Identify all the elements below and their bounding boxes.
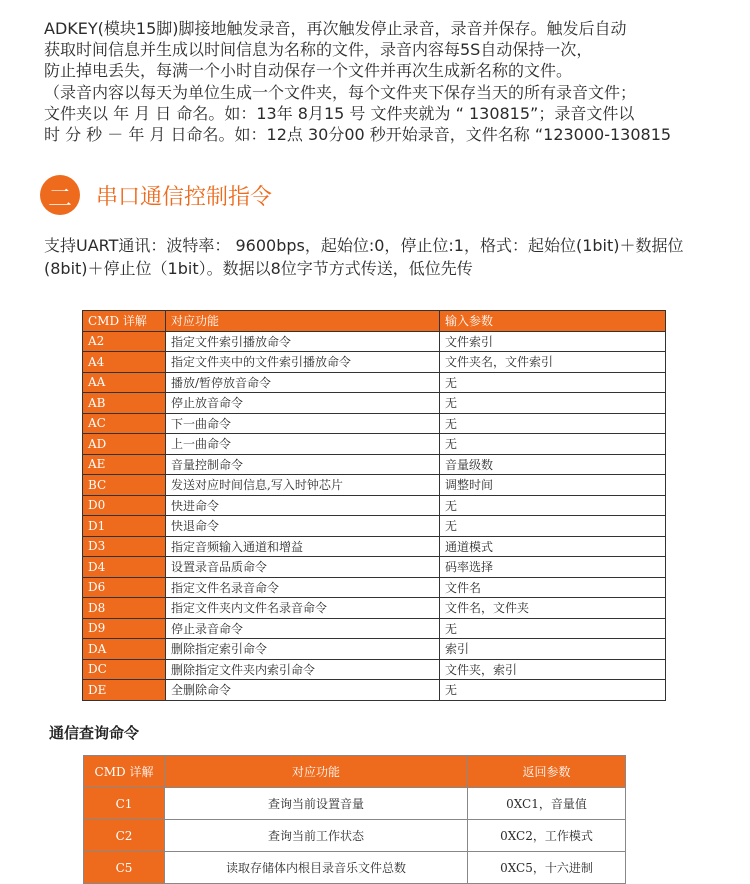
cmd-cell: AE	[83, 454, 166, 475]
header-return-param: 返回参数	[468, 756, 626, 788]
table-row	[83, 618, 666, 639]
table-row	[83, 495, 666, 516]
param-cell: 索引	[440, 639, 666, 660]
function-cell: 指定文件索引播放命令	[166, 331, 440, 352]
function-cell: 发送对应时间信息,写入时钟芯片	[166, 475, 440, 496]
table-row	[83, 659, 666, 680]
param-cell: 0XC1，音量值	[468, 788, 626, 820]
section-number-badge: 二	[40, 175, 80, 215]
cmd-cell: C5	[84, 852, 165, 884]
cmd-cell: D1	[83, 516, 166, 537]
param-cell: 文件索引	[440, 331, 666, 352]
param-cell: 无	[440, 618, 666, 639]
function-cell: 停止放音命令	[166, 393, 440, 414]
table-row	[83, 331, 666, 352]
function-cell: 上一曲命令	[166, 434, 440, 455]
section-title: 串口通信控制指令	[96, 184, 273, 210]
cmd-cell: D9	[83, 618, 166, 639]
function-cell: 删除指定索引命令	[166, 639, 440, 660]
function-cell: 播放/暂停放音命令	[166, 372, 440, 393]
param-cell: 无	[440, 372, 666, 393]
cmd-cell: BC	[83, 475, 166, 496]
cmd-cell: D8	[83, 598, 166, 619]
cmd-cell: DA	[83, 639, 166, 660]
table-row	[83, 454, 666, 475]
table-row	[83, 393, 666, 414]
cmd-cell: D0	[83, 495, 166, 516]
intro-line: 获取时间信息并生成以时间信息为名称的文件，录音内容每5S自动保持一次，	[44, 40, 593, 60]
table-row	[83, 598, 666, 619]
intro-line: 时 分 秒 － 年 月 日命名。如：12点 30分00 秒开始录音，文件名称 “123000-130815	[44, 124, 672, 144]
param-cell: 通道模式	[440, 536, 666, 557]
param-cell: 音量级数	[440, 454, 666, 475]
uart-description: 支持UART通讯：波特率： 9600bps，起始位:0，停止位:1，格式：起始位(1bit)＋数据位(8bit)＋停止位（1bit）。数据以8位字节方式传送，低位先传	[44, 236, 684, 278]
header-function: 对应功能	[165, 756, 468, 788]
cmd-cell: AC	[83, 413, 166, 434]
function-cell: 读取存储体内根目录音乐文件总数	[165, 852, 468, 884]
param-cell: 无	[440, 516, 666, 537]
function-cell: 停止录音命令	[166, 618, 440, 639]
cmd-cell: AD	[83, 434, 166, 455]
control-command-table	[82, 310, 666, 701]
function-cell: 指定文件夹内文件名录音命令	[166, 598, 440, 619]
query-command-table	[83, 755, 626, 884]
param-cell: 无	[440, 413, 666, 434]
param-cell: 无	[440, 434, 666, 455]
param-cell: 无	[440, 495, 666, 516]
param-cell: 0XC2，工作模式	[468, 820, 626, 852]
param-cell: 无	[440, 680, 666, 701]
function-cell: 音量控制命令	[166, 454, 440, 475]
intro-line: 防止掉电丢失，每满一个小时自动保存一个文件并再次生成新名称的文件。	[44, 61, 573, 81]
section-header	[40, 175, 272, 215]
cmd-cell: A2	[83, 331, 166, 352]
function-cell: 删除指定文件夹内索引命令	[166, 659, 440, 680]
intro-line: ADKEY(模块15脚)脚接地触发录音，再次触发停止录音，录音并保存。触发后自动	[44, 19, 627, 38]
table-row	[84, 820, 626, 852]
function-cell: 指定文件夹中的文件索引播放命令	[166, 352, 440, 373]
table-row	[83, 557, 666, 578]
header-input-param: 输入参数	[440, 311, 666, 332]
param-cell: 文件夹，索引	[440, 659, 666, 680]
intro-paragraph	[44, 18, 744, 145]
function-cell: 快进命令	[166, 495, 440, 516]
param-cell: 调整时间	[440, 475, 666, 496]
function-cell: 全删除命令	[166, 680, 440, 701]
cmd-cell: AA	[83, 372, 166, 393]
cmd-cell: AB	[83, 393, 166, 414]
intro-line: （录音内容以每天为单位生成一个文件夹，每个文件夹下保存当天的所有录音文件；	[44, 82, 637, 102]
cmd-cell: DE	[83, 680, 166, 701]
cmd-cell: C1	[84, 788, 165, 820]
param-cell: 无	[440, 393, 666, 414]
function-cell: 指定音频输入通道和增益	[166, 536, 440, 557]
function-cell: 快退命令	[166, 516, 440, 537]
param-cell: 0XC5，十六进制	[468, 852, 626, 884]
table-row	[83, 536, 666, 557]
table-header-row	[84, 756, 626, 788]
table-row	[83, 413, 666, 434]
query-section-title: 通信查询命令	[49, 724, 140, 742]
function-cell: 设置录音品质命令	[166, 557, 440, 578]
table-row	[83, 639, 666, 660]
cmd-cell: D6	[83, 577, 166, 598]
table-row	[84, 788, 626, 820]
cmd-cell: C2	[84, 820, 165, 852]
param-cell: 文件名	[440, 577, 666, 598]
table-row	[83, 516, 666, 537]
function-cell: 下一曲命令	[166, 413, 440, 434]
table-row	[83, 475, 666, 496]
table-row	[83, 434, 666, 455]
param-cell: 文件夹名，文件索引	[440, 352, 666, 373]
function-cell: 查询当前设置音量	[165, 788, 468, 820]
table-header-row	[83, 311, 666, 332]
header-cmd: CMD 详解	[83, 311, 166, 332]
table-row	[83, 577, 666, 598]
param-cell: 码率选择	[440, 557, 666, 578]
header-function: 对应功能	[166, 311, 440, 332]
cmd-cell: A4	[83, 352, 166, 373]
cmd-cell: D3	[83, 536, 166, 557]
table-row	[83, 372, 666, 393]
cmd-cell: D4	[83, 557, 166, 578]
function-cell: 查询当前工作状态	[165, 820, 468, 852]
table-row	[83, 680, 666, 701]
intro-line: 文件夹以 年 月 日 命名。如：13年 8月15 号 文件夹就为 “ 130815”；录音文件以	[44, 103, 635, 123]
cmd-cell: DC	[83, 659, 166, 680]
param-cell: 文件名，文件夹	[440, 598, 666, 619]
function-cell: 指定文件名录音命令	[166, 577, 440, 598]
header-cmd: CMD 详解	[84, 756, 165, 788]
table-row	[83, 352, 666, 373]
